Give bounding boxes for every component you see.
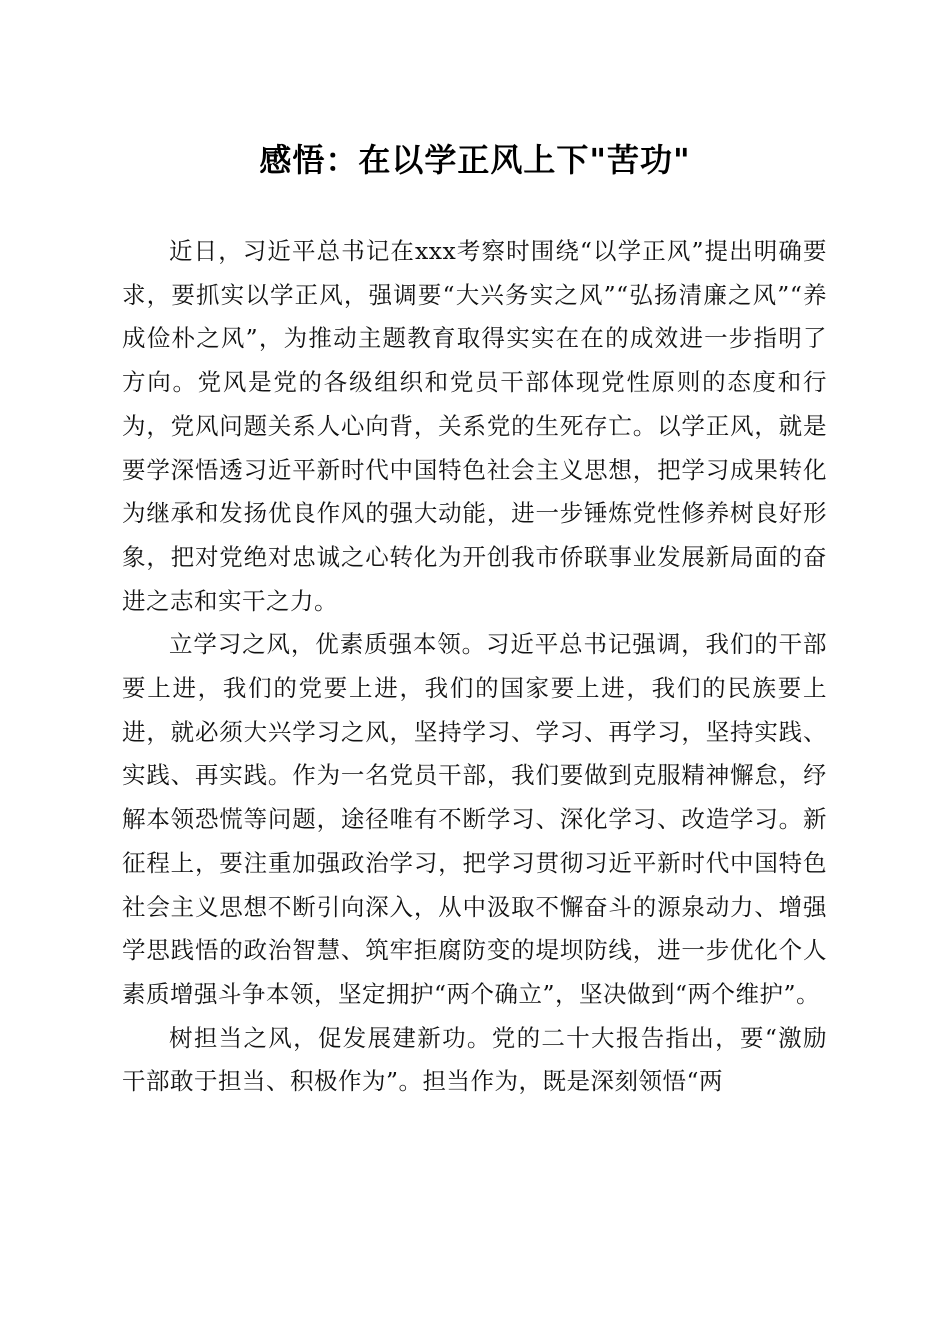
paragraph-3: 树担当之风，促发展建新功。党的二十大报告指出，要“激励干部敢于担当、积极作为”。担当作为，既是深刻领悟“两 <box>122 1023 827 1096</box>
document-body <box>122 230 827 1104</box>
paragraph-1: 近日，习近平总书记在xxx考察时围绕“以学正风”提出明确要求，要抓实以学正风，强调要“大兴务实之风”“弘扬清廉之风”“养成俭朴之风”，为推动主题教育取得实实在在的成效进一步指明了方向。党风是党的各级组织和党员干部体现党性原则的态度和行为，党风问题关系人心向背，关系党的生死存亡。以学正风，就是要学深悟透习近平新时代中国特色社会主义思想，把学习成果转化为继承和发扬优良作风的强大动能，进一步锤炼党性修养树良好形象，把对党绝对忠诚之心转化为开创我市侨联事业发展新局面的奋进之志和实干之力。 <box>122 237 827 615</box>
paragraph-2: 立学习之风，优素质强本领。习近平总书记强调，我们的干部要上进，我们的党要上进，我们的国家要上进，我们的民族要上进，就必须大兴学习之风，坚持学习、学习、再学习，坚持实践、实践、再实践。作为一名党员干部，我们要做到克服精神懈怠，纾解本领恐慌等问题，途径唯有不断学习、深化学习、改造学习。新征程上，要注重加强政治学习，把学习贯彻习近平新时代中国特色社会主义思想不断引向深入，从中汲取不懈奋斗的源泉动力、增强学思践悟的政治智慧、筑牢拒腐防变的堤坝防线，进一步优化个人素质增强斗争本领，坚定拥护“两个确立”，坚决做到“两个维护”。 <box>122 630 827 1008</box>
document-title: 感悟：在以学正风上下"苦功" <box>259 141 691 179</box>
